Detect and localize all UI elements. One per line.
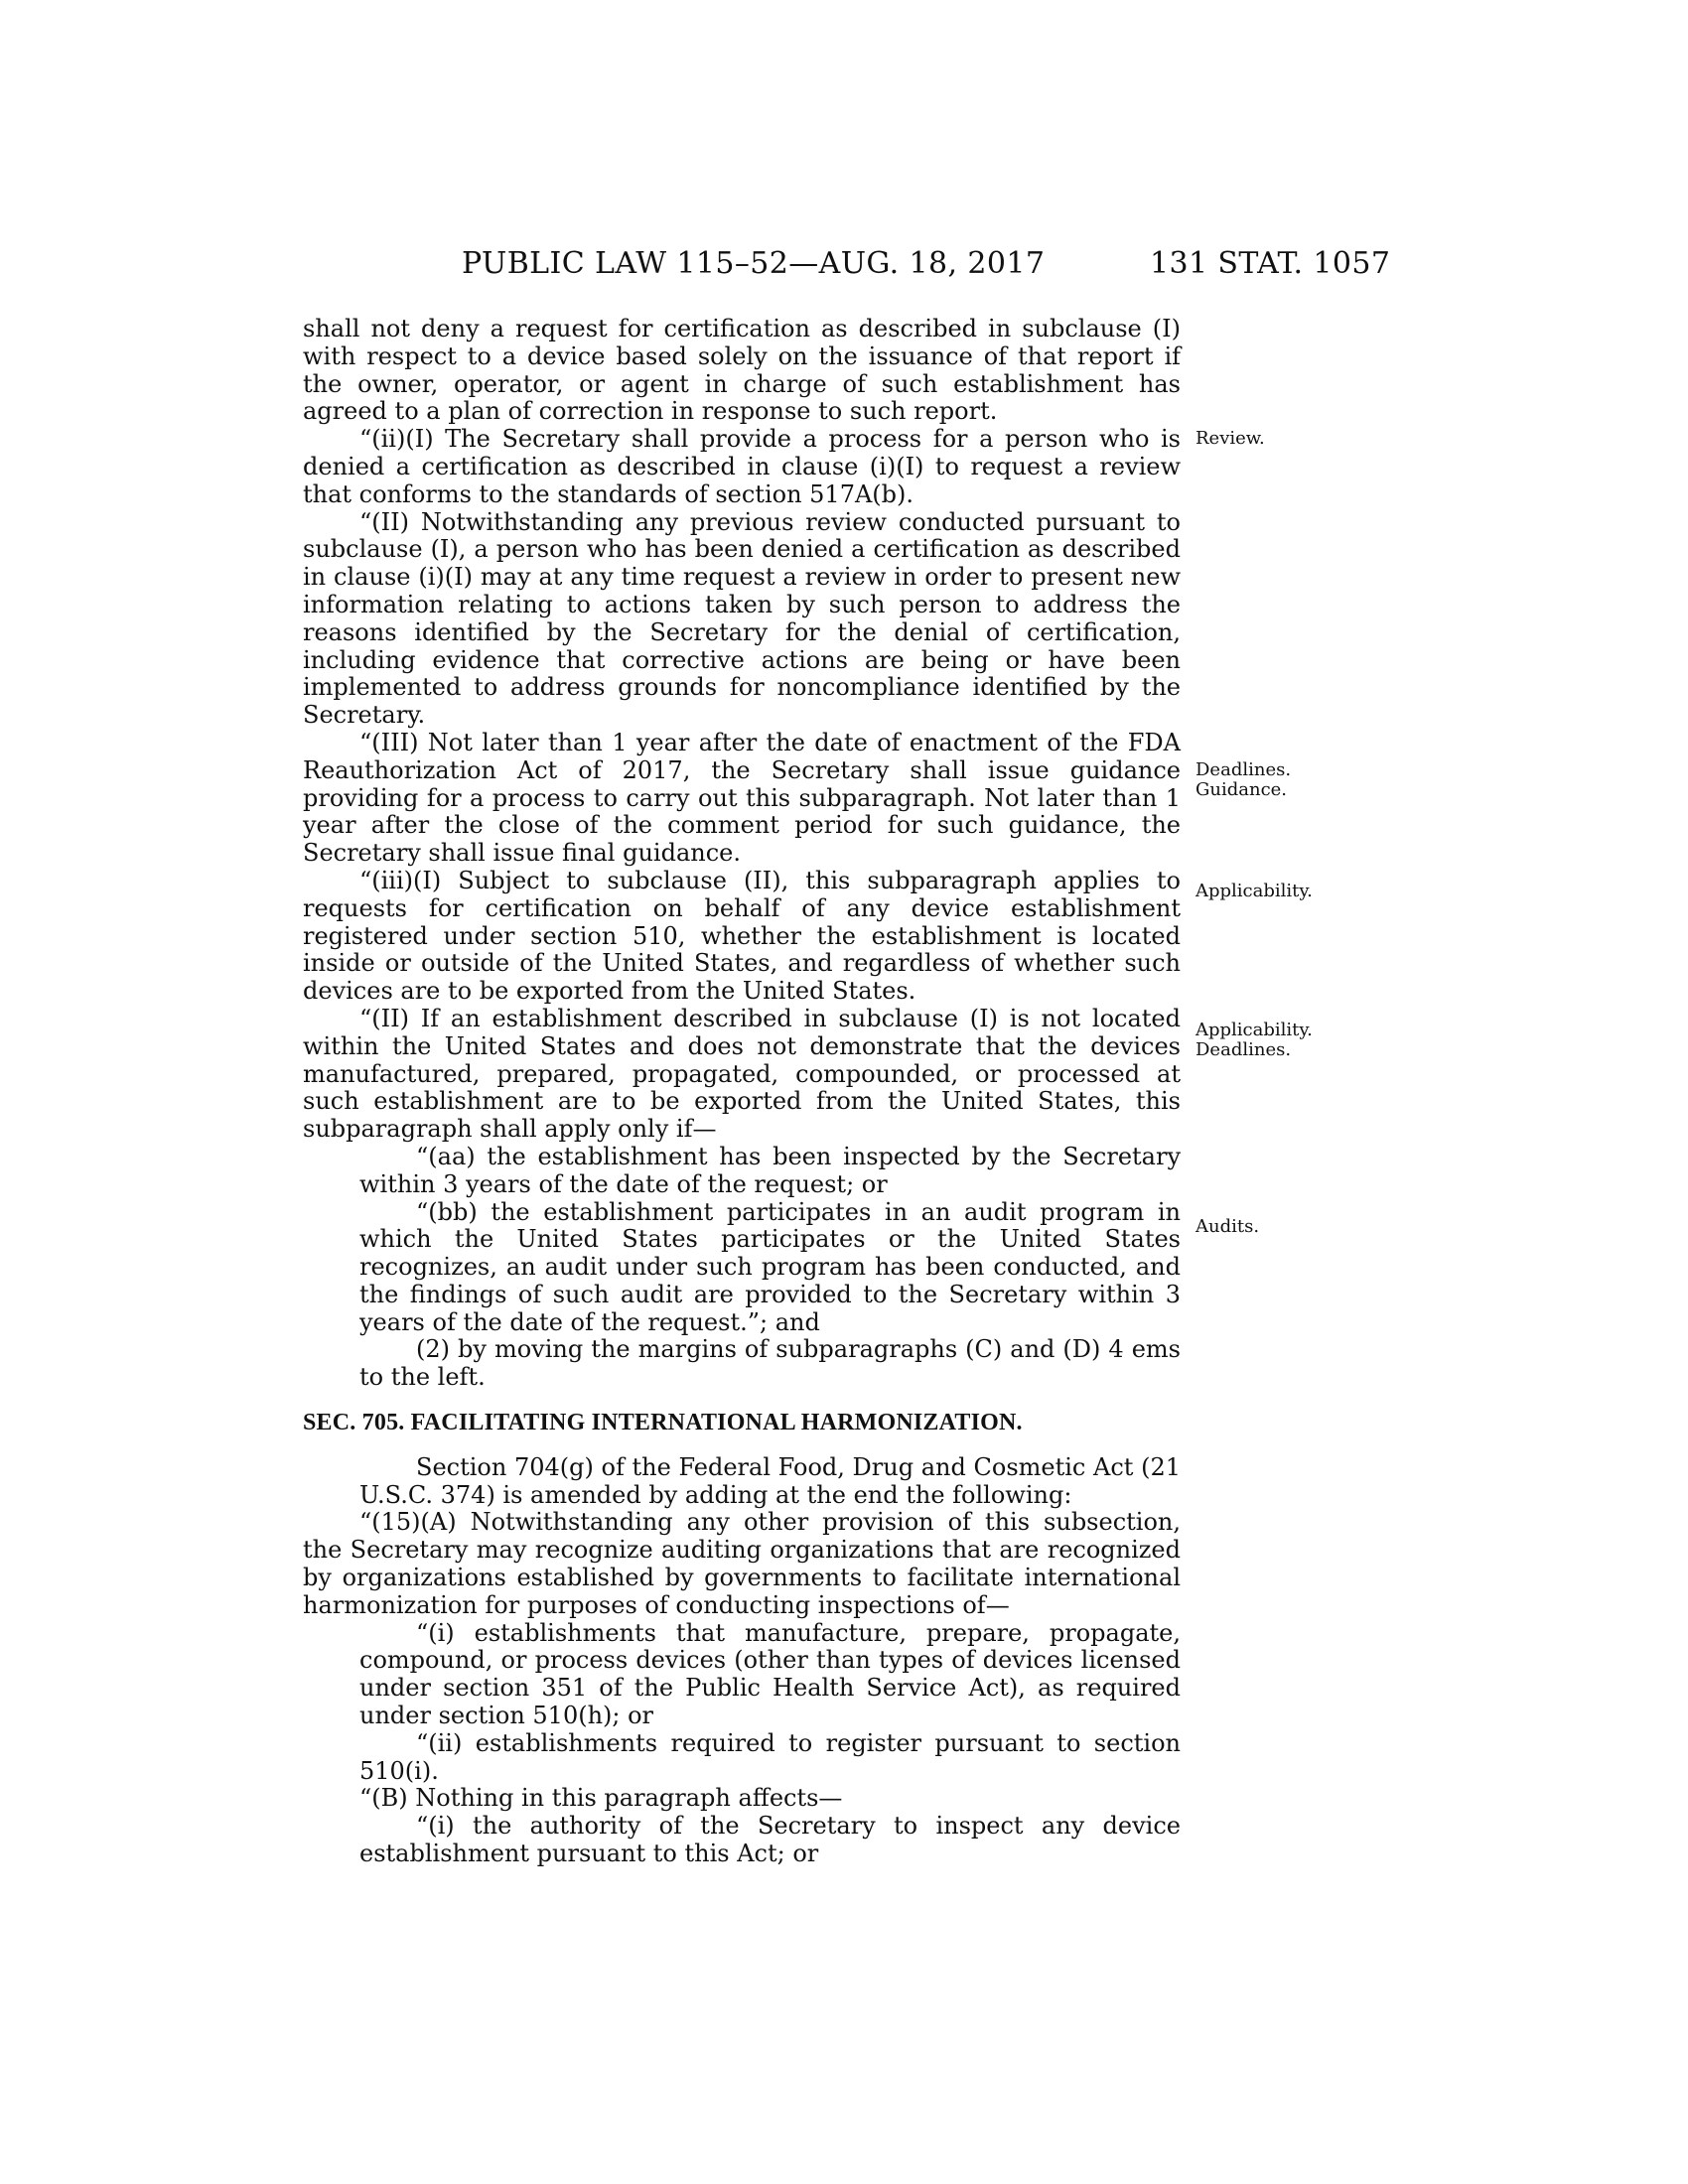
paragraph-III-guidance: “(III) Not later than 1 year after the date of enactment of the FDA Reauthorization Act of 2017, the Secretary shall issue guidance providing for a process to carry out this subparagraph. Not later than 1 year after the close of the comment period for such guidance, the Secretary shall issue final guidance. xyxy=(303,728,1181,868)
sidenote-deadlines-2: Deadlines. xyxy=(1196,1039,1292,1060)
paragraph-bb: “(bb) the establishment participates in an audit program in which the United States participates or the United States recognizes, an audit under such program has been conducted, and the findings of such audit are provided to the Secretary within 3 years of the date of the request.”; and xyxy=(359,1197,1181,1336)
sidenote-audits: Audits. xyxy=(1196,1216,1260,1237)
paragraph-2-margins: (2) by moving the margins of subparagraphs (C) and (D) 4 ems to the left. xyxy=(359,1335,1181,1392)
paragraph-15A-ii: “(ii) establishments required to register pursuant to section 510(i). xyxy=(359,1728,1181,1785)
paragraph-II-review: “(II) Notwithstanding any previous review conducted pursuant to subclause (I), a person who has been denied a certification as described in clause (i)(I) may at any time request a review in order to present new information relating to actions taken by such person to address the reasons identified by the Secretary for the denial of certification, including evidence that corrective actions are being or have been implemented to address grounds for noncompliance identified by the Secretary. xyxy=(303,507,1181,730)
paragraph-15A: “(15)(A) Notwithstanding any other provision of this subsection, the Secretary may recognize auditing organizations that are recognized by organizations established by governments to facilitate international harmonization for purposes of conducting inspections of— xyxy=(303,1508,1181,1619)
body-text-column xyxy=(303,316,1181,1868)
paragraph-continuation: shall not deny a request for certification as described in subclause (I) with respect to a device based solely on the issuance of that report if the owner, operator, or agent in charge of such establishment has agreed to a plan of correction in response to such report. xyxy=(303,315,1181,426)
sidenote-deadlines: Deadlines. xyxy=(1196,759,1292,780)
paragraph-ii-I: “(ii)(I) The Secretary shall provide a process for a person who is denied a certification as described in clause (i)(I) to request a review that conforms to the standards of section 517A(b). xyxy=(303,425,1181,508)
paragraph-II-establishment: “(II) If an establishment described in subclause (I) is not located within the United States and does not demonstrate that the devices manufactured, prepared, propagated, compounded, or processed at such establishment are to be exported from the United States, this subparagraph shall apply only if— xyxy=(303,1004,1181,1144)
sidenote-review: Review. xyxy=(1196,428,1265,449)
paragraph-15B: “(B) Nothing in this paragraph affects— xyxy=(359,1784,843,1813)
sidenote-applicability: Applicability. xyxy=(1196,881,1313,901)
sidenote-guidance: Guidance. xyxy=(1196,779,1288,800)
running-header-page-ref: 131 STAT. 1057 xyxy=(1150,246,1391,281)
sidenote-applicability-2: Applicability. xyxy=(1196,1020,1313,1040)
paragraph-iii-I: “(iii)(I) Subject to subclause (II), this subparagraph applies to requests for certification on behalf of any device establishment registered under section 510, whether the establishment is located inside or outside of the United States, and regardless of whether such devices are to be exported from the United States. xyxy=(303,866,1181,1006)
paragraph-15A-i: “(i) establishments that manufacture, prepare, propagate, compound, or process devices (other than types of devices licensed under section 351 of the Public Health Service Act), as required under section 510(h); or xyxy=(359,1618,1181,1730)
paragraph-aa: “(aa) the establishment has been inspected by the Secretary within 3 years of the date of the request; or xyxy=(359,1142,1181,1198)
paragraph-15B-i: “(i) the authority of the Secretary to inspect any device establishment pursuant to this Act; or xyxy=(359,1812,1181,1868)
paragraph-section-704g: Section 704(g) of the Federal Food, Drug and Cosmetic Act (21 U.S.C. 374) is amended by adding at the end the following: xyxy=(359,1452,1181,1509)
running-header-title: PUBLIC LAW 115–52—AUG. 18, 2017 xyxy=(462,246,1046,281)
section-heading: SEC. 705. FACILITATING INTERNATIONAL HARMONIZATION. xyxy=(303,1410,1023,1436)
